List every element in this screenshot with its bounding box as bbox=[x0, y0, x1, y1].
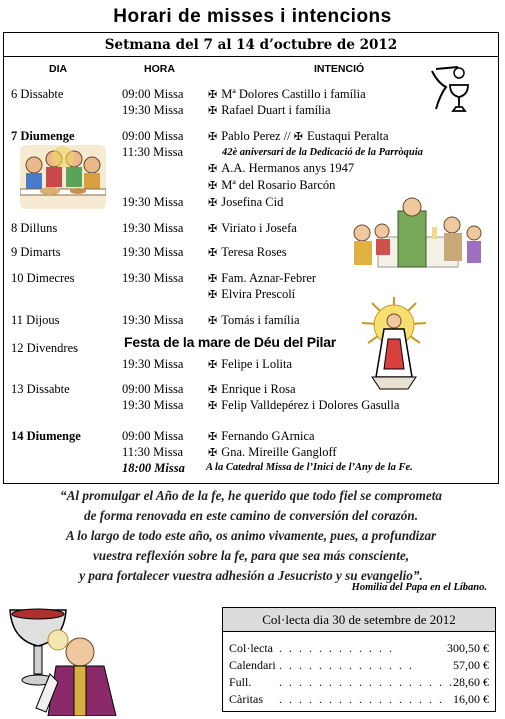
intention: ✠ Mª Dolores Castillo i família bbox=[208, 87, 366, 101]
day-label: 9 Dimarts bbox=[11, 245, 61, 259]
leader-dots: . . . . . . . . . . . . . . . . . . bbox=[279, 675, 454, 689]
hour-label: 09:00 Missa bbox=[122, 382, 184, 396]
intention-note: A la Catedral Missa de l’Inici de l’Any de la Fe. bbox=[206, 462, 413, 473]
cross-icon: ✠ bbox=[208, 130, 218, 143]
leader-dots: . . . . . . . . . . . . . . bbox=[279, 658, 414, 672]
hour-label: 19:30 Missa bbox=[122, 271, 184, 285]
hour-label: 11:30 Missa bbox=[122, 445, 183, 459]
hour-label: 19:30 Missa bbox=[122, 313, 184, 327]
day-label: 10 Dimecres bbox=[11, 271, 75, 285]
altar-family-illustration bbox=[348, 197, 488, 275]
intention: ✠ A.A. Hermanos anys 1947 bbox=[208, 161, 355, 175]
intention: ✠ Viriato i Josefa bbox=[208, 221, 297, 235]
quote-source: Homilia del Papa en el Líbano. bbox=[351, 582, 487, 593]
cross-icon: ✠ bbox=[208, 162, 218, 175]
quote-block bbox=[4, 486, 498, 586]
day-label: 6 Dissabte bbox=[11, 87, 64, 101]
day-label: 7 Diumenge bbox=[11, 129, 75, 143]
collection-label: Col·lecta bbox=[229, 641, 273, 655]
hour-label: 19:30 Missa bbox=[122, 398, 184, 412]
hour-label: 19:30 Missa bbox=[122, 221, 184, 235]
cross-icon: ✠ bbox=[208, 383, 218, 396]
cross-icon: ✠ bbox=[208, 196, 218, 209]
collection-label: Càritas bbox=[229, 692, 263, 706]
hour-label: 09:00 Missa bbox=[122, 87, 184, 101]
chalice-host-icon bbox=[428, 65, 474, 115]
cross-icon: ✠ bbox=[208, 104, 218, 117]
intention: ✠ Felipe i Lolita bbox=[208, 357, 293, 371]
leader-dots: . . . . . . . . . . . . . . . . . bbox=[279, 692, 444, 706]
cross-icon: ✠ bbox=[208, 179, 218, 192]
collection-amount: 16,00 € bbox=[453, 692, 489, 706]
col-header-intencio: INTENCIÓ bbox=[314, 63, 365, 75]
intention: ✠ Elvira Prescolí bbox=[208, 287, 296, 301]
leader-dots: . . . . . . . . . . . . bbox=[279, 641, 394, 655]
cross-icon: ✠ bbox=[208, 222, 218, 235]
collection-amount: 300,50 € bbox=[447, 641, 489, 655]
hour-label: 18:00 Missa bbox=[122, 461, 185, 475]
day-label: 12 Divendres bbox=[11, 341, 78, 355]
intention: ✠ Fernando GArnica bbox=[208, 429, 315, 443]
intention: ✠ Felip Valldepérez i Dolores Gasulla bbox=[208, 398, 400, 412]
collection-box bbox=[222, 607, 496, 712]
cross-icon: ✠ bbox=[208, 399, 218, 412]
cross-icon: ✠ bbox=[208, 358, 218, 371]
hour-label: 19:30 Missa bbox=[122, 245, 184, 259]
collection-title: Col·lecta dia 30 de setembre de 2012 bbox=[223, 608, 495, 632]
hour-label: 09:00 Missa bbox=[122, 429, 184, 443]
day-label: 13 Dissabte bbox=[11, 382, 70, 396]
hour-label: 19:30 Missa bbox=[122, 195, 184, 209]
day-label: 14 Diumenge bbox=[11, 429, 81, 443]
intention-note: 42è aniversari de la Dedicació de la Parròquia bbox=[222, 147, 423, 158]
virgen-del-pilar-illustration bbox=[358, 295, 430, 393]
collection-label: Full. bbox=[229, 675, 252, 689]
week-heading: Setmana del 7 al 14 d’octubre de 2012 bbox=[4, 33, 498, 57]
quote-line: “Al promulgar el Año de la fe, he querido que todo fiel se comprometa bbox=[60, 488, 442, 503]
feast-title: Festa de la mare de Déu del Pilar bbox=[124, 334, 337, 350]
intention: ✠ Rafael Duart i família bbox=[208, 103, 331, 117]
hour-label: 19:30 Missa bbox=[122, 357, 184, 371]
col-header-hora: HORA bbox=[144, 63, 175, 75]
quote-line: de forma renovada en este camino de conversión del corazón. bbox=[83, 508, 419, 523]
priest-chalice-illustration bbox=[6, 600, 124, 716]
cross-icon: ✠ bbox=[208, 430, 218, 443]
quote-line: y para fortalecer vuestra adhesión a Jesucristo y su evangelio”. bbox=[79, 568, 423, 583]
intention: ✠ Mª del Rosario Barcón bbox=[208, 178, 336, 192]
intention: ✠ Teresa Roses bbox=[208, 245, 287, 259]
quote-line: A lo largo de todo este año, os animo vivamente, pues, a profundizar bbox=[65, 528, 437, 543]
quote-line: vuestra reflexión sobre la fe, para que sea más consciente, bbox=[92, 548, 410, 563]
hour-label: 09:00 Missa bbox=[122, 129, 184, 143]
collection-label: Calendari bbox=[229, 658, 276, 672]
collection-amount: 57,00 € bbox=[453, 658, 489, 672]
hour-label: 11:30 Missa bbox=[122, 145, 183, 159]
intention: ✠ Tomás i família bbox=[208, 313, 300, 327]
intention: ✠ Gna. Mireille Gangloff bbox=[208, 445, 337, 459]
intention: ✠ Pablo Perez // ✠ Eustaqui Peralta bbox=[208, 129, 389, 143]
intention: ✠ Fam. Aznar-Febrer bbox=[208, 271, 317, 285]
collection-amount: 28,60 € bbox=[453, 675, 489, 689]
day-label: 11 Dijous bbox=[11, 313, 60, 327]
page-title: Horari de misses i intencions bbox=[113, 6, 392, 27]
last-supper-illustration bbox=[20, 145, 106, 209]
cross-icon: ✠ bbox=[208, 246, 218, 259]
col-header-dia: DIA bbox=[49, 63, 68, 75]
cross-icon: ✠ bbox=[208, 88, 218, 101]
cross-icon: ✠ bbox=[208, 288, 218, 301]
hour-label: 19:30 Missa bbox=[122, 103, 184, 117]
cross-icon: ✠ bbox=[208, 272, 218, 285]
schedule-box bbox=[3, 32, 499, 484]
cross-icon: ✠ bbox=[208, 446, 218, 459]
intention: ✠ Enrique i Rosa bbox=[208, 382, 296, 396]
cross-icon: ✠ bbox=[208, 314, 218, 327]
cross-icon: ✠ bbox=[293, 130, 303, 143]
intention: ✠ Josefina Cid bbox=[208, 195, 284, 209]
day-label: 8 Dilluns bbox=[11, 221, 58, 235]
